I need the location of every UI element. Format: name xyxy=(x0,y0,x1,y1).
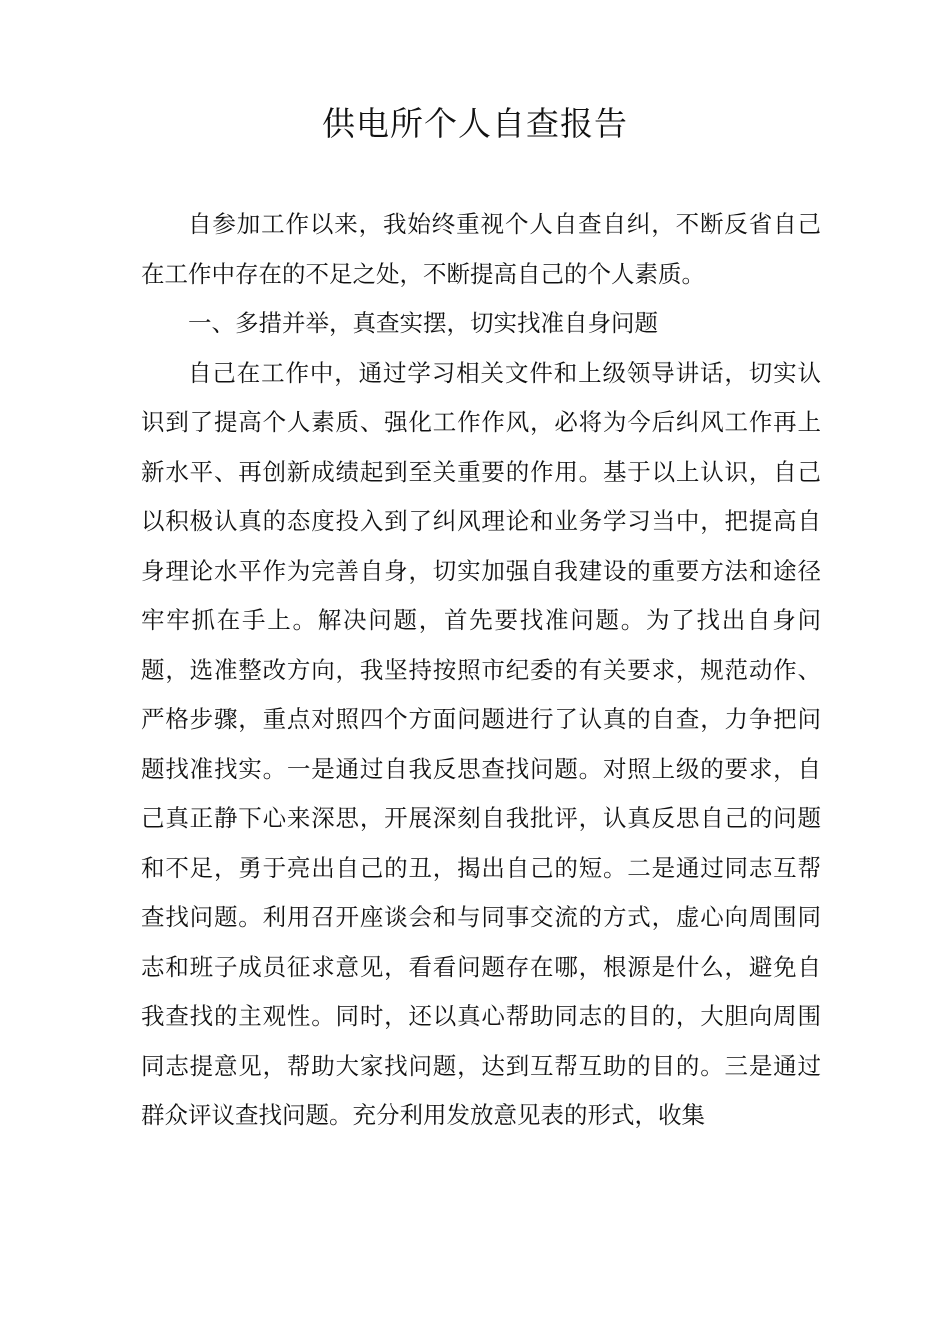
paragraph-main: 自己在工作中，通过学习相关文件和上级领导讲话，切实认识到了提高个人素质、强化工作作风，必将为今后纠风工作再上新水平、再创新成绩起到至关重要的作用。基于以上认识，自己以积极认真的态度投入到了纠风理论和业务学习当中，把提高自身理论水平作为完善自身，切实加强自我建设的重要方法和途径牢牢抓在手上。解决问题，首先要找准问题。为了找出自身问题，选准整改方向，我坚持按照市纪委的有关要求，规范动作、严格步骤，重点对照四个方面问题进行了认真的自查，力争把问题找准找实。一是通过自我反思查找问题。对照上级的要求，自己真正静下心来深思，开展深刻自我批评，认真反思自己的问题和不足，勇于亮出自己的丑，揭出自己的短。二是通过同志互帮查找问题。利用召开座谈会和与同事交流的方式，虚心向周围同志和班子成员征求意见，看看问题存在哪，根源是什么，避免自我查找的主观性。同时，还以真心帮助同志的目的，大胆向周围同志提意见，帮助大家找问题，达到互帮互助的目的。三是通过群众评议查找问题。充分利用发放意见表的形式，收集 xyxy=(141,358,821,1129)
document-title: 供电所个人自查报告 xyxy=(322,104,628,143)
document-body xyxy=(141,200,821,1141)
section-heading: 一、多措并举，真查实摆，切实找准自身问题 xyxy=(188,309,658,337)
paragraph-intro: 自参加工作以来，我始终重视个人自查自纠，不断反省自己在工作中存在的不足之处，不断提高自己的个人素质。 xyxy=(141,210,821,288)
